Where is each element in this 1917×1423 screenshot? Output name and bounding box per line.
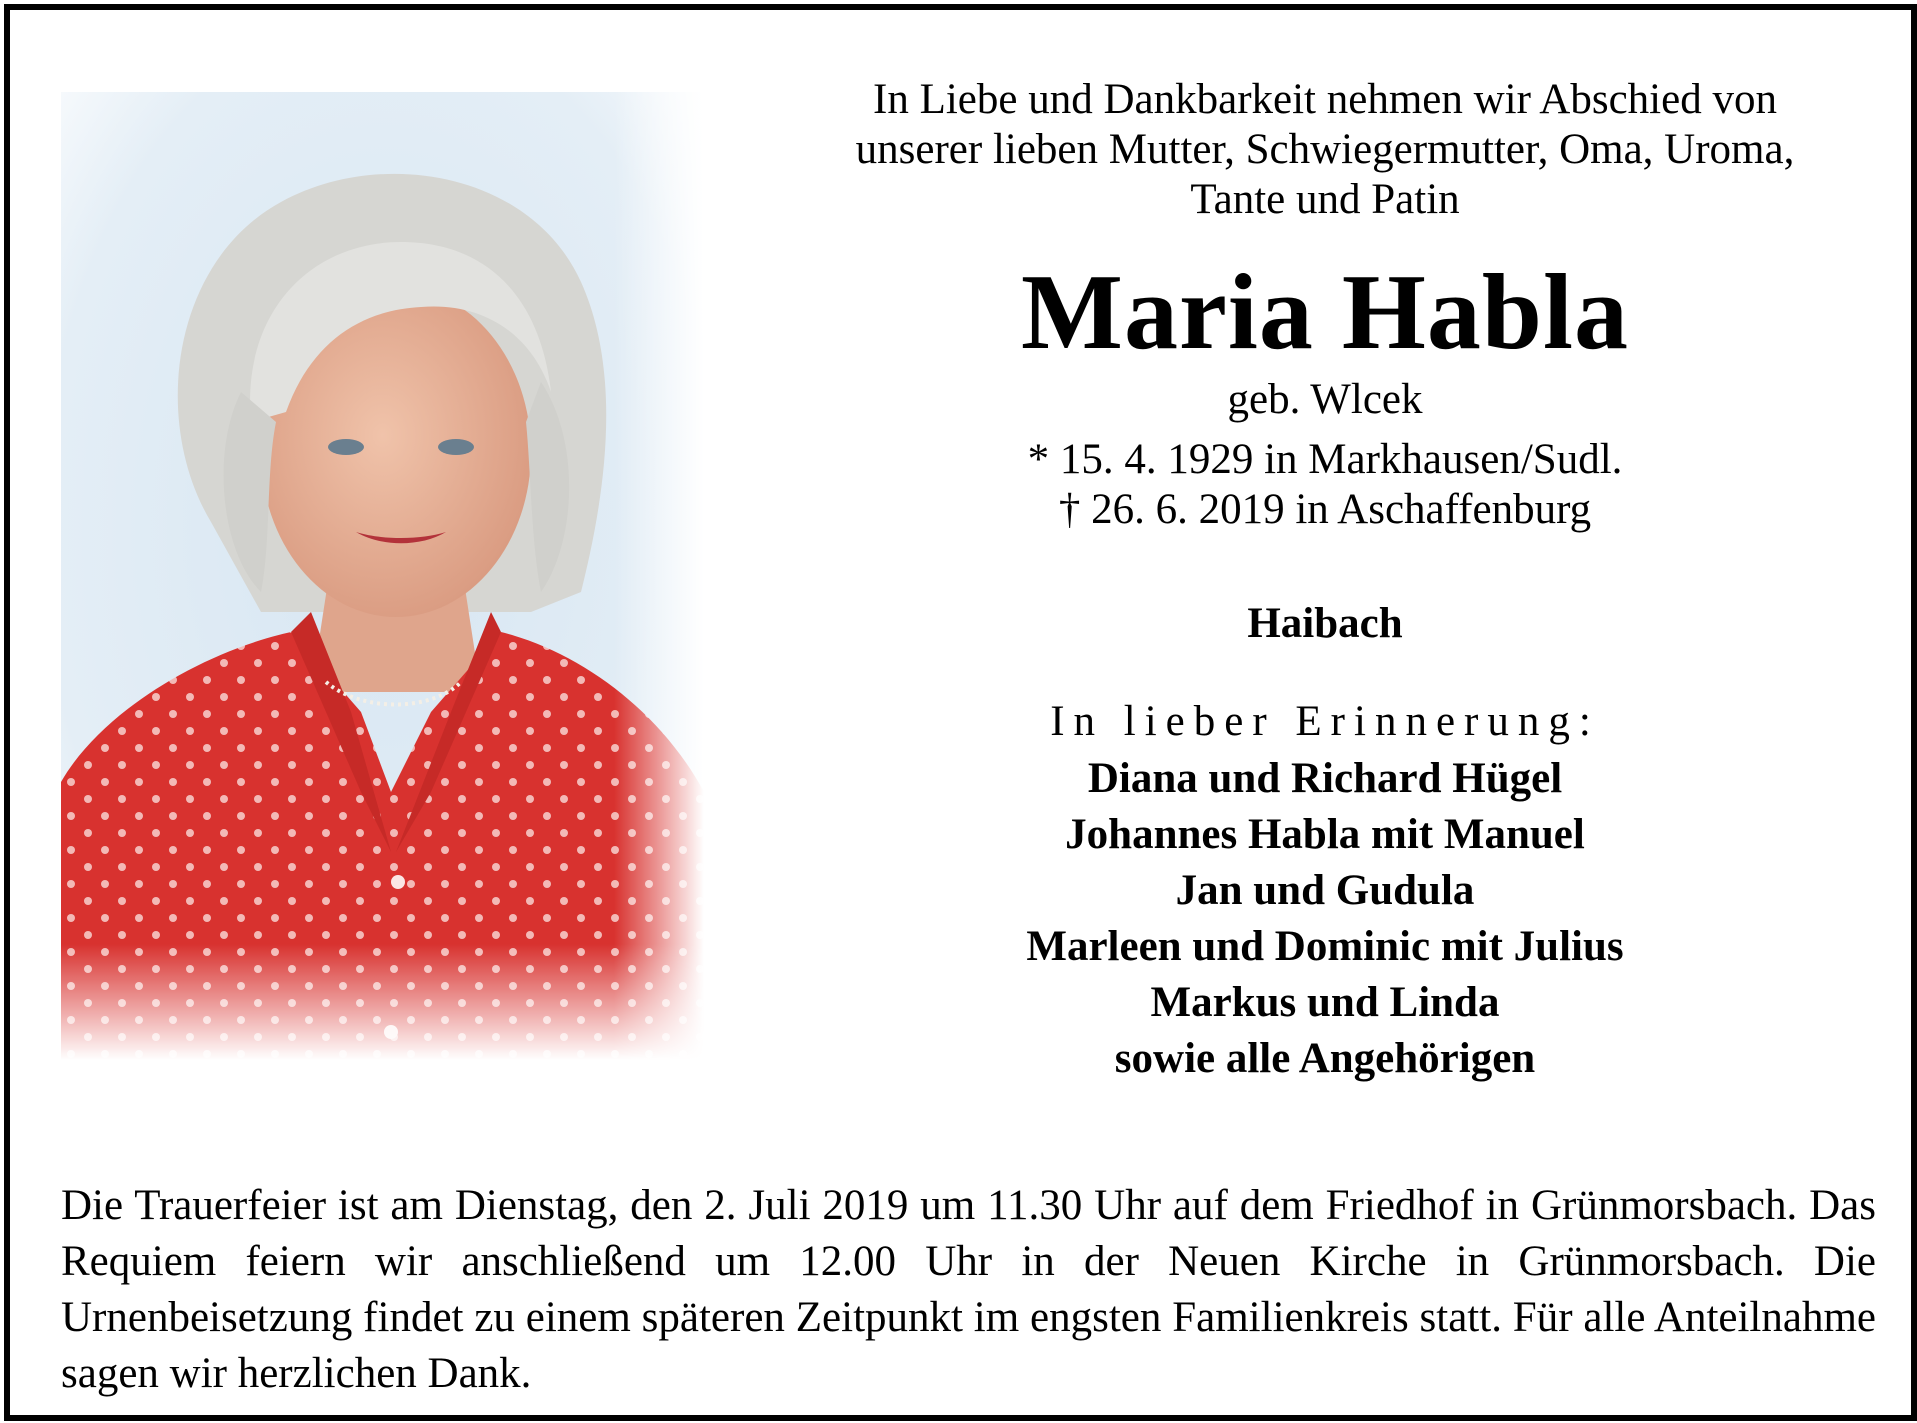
mourner-item: Diana und Richard Hügel xyxy=(1087,755,1563,802)
mourner-item: Marleen und Dominic mit Julius xyxy=(1026,923,1624,970)
mourner-item: Johannes Habla mit Manuel xyxy=(1065,811,1585,858)
funeral-details: Die Trauerfeier ist am Dienstag, den 2. Juli 2019 um 11.30 Uhr auf dem Friedhof in Grünmorsbach. Das Requiem feiern wir anschließend um 12.00 Uhr in der Neuen Kirche in Grünmorsbach. Die Urnenbeisetzung findet zu einem späteren Zeitpunkt im engsten Familienkreis statt. Für alle Anteilnahme sagen wir herzlichen Dank. xyxy=(61,1182,1876,1397)
intro-line: unserer lieben Mutter, Schwiegermutter, Oma, Uroma, xyxy=(855,126,1795,173)
deceased-name: Maria Habla xyxy=(1021,253,1629,372)
portrait-illustration xyxy=(61,92,704,1060)
life-dates xyxy=(740,435,1910,535)
mourner-item: Jan und Gudula xyxy=(1175,867,1475,914)
intro-text xyxy=(740,75,1910,225)
mourner-item: Markus und Linda xyxy=(1150,979,1500,1026)
death-date: † 26. 6. 2019 in Aschaffenburg xyxy=(1058,486,1592,533)
mourners-list xyxy=(740,751,1910,1087)
obituary-notice xyxy=(4,4,1917,1421)
maiden-name: geb. Wlcek xyxy=(1227,376,1423,423)
intro-line: In Liebe und Dankbarkeit nehmen wir Abschied von xyxy=(873,76,1777,123)
notice-text-column xyxy=(740,75,1910,1087)
intro-line: Tante und Patin xyxy=(1190,176,1460,223)
portrait-photo xyxy=(61,92,704,1060)
hometown: Haibach xyxy=(1247,600,1403,647)
mourner-item: sowie alle Angehörigen xyxy=(1114,1035,1536,1082)
memory-label: In lieber Erinnerung: xyxy=(1050,698,1600,745)
birth-date: * 15. 4. 1929 in Markhausen/Sudl. xyxy=(1027,436,1623,483)
